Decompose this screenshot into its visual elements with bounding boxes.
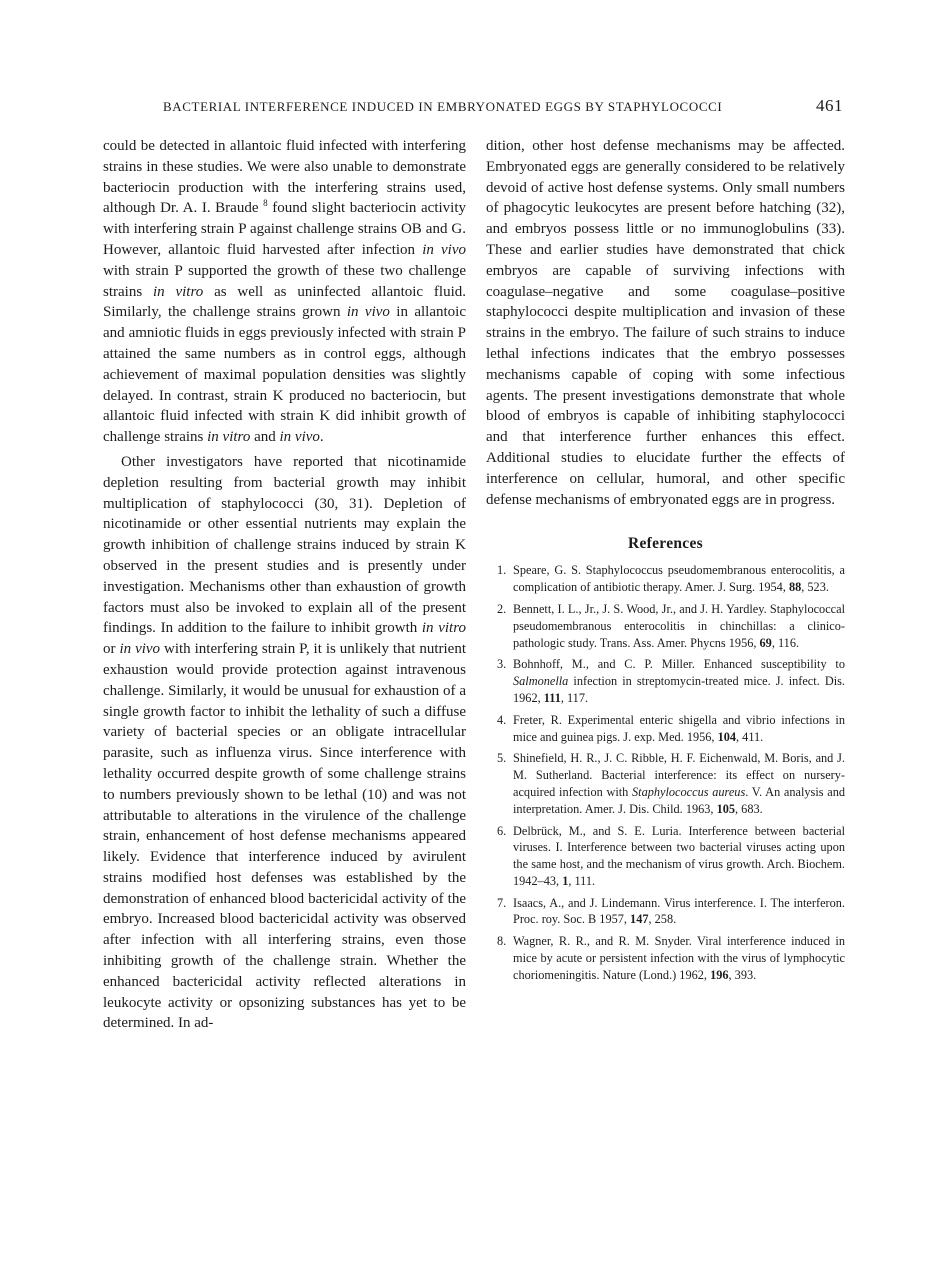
text-run: Speare, G. S. Staphylococcus pseudomembranous enterocolitis, a complication of antibiotic therapy. Amer. J. Surg. 1954, bbox=[513, 563, 845, 595]
reference-item bbox=[486, 823, 845, 890]
reference-number: 4. bbox=[497, 712, 507, 727]
text-run: Isaacs, A., and J. Lindemann. Virus interference. I. The interferon. Proc. roy. Soc. B 1957, bbox=[513, 895, 845, 927]
italic-text: in vivo bbox=[119, 641, 161, 658]
running-title: BACTERIAL INTERFERENCE INDUCED IN EMBRYONATED EGGS BY STAPHYLOCOCCI bbox=[163, 99, 723, 114]
italic-text: in vivo bbox=[346, 304, 390, 321]
reference-item bbox=[486, 933, 845, 983]
volume-number: 147 bbox=[630, 912, 649, 927]
text-run: and bbox=[250, 429, 280, 446]
reference-number: 5. bbox=[497, 751, 507, 766]
body-paragraph bbox=[103, 452, 466, 1034]
text-run: Delbrück, M., and S. E. Luria. Interference between bacterial viruses. I. Interference between two bacterial viruses acting upon the same host, and the mechanism of virus growth. Arch. Biochem. 1942–43, bbox=[513, 823, 845, 888]
italic-text: in vitro bbox=[152, 283, 204, 300]
italic-text: in vivo bbox=[279, 429, 320, 446]
text-run: Freter, R. Experimental enteric shigella and vibrio infections in mice and guinea pigs. J. exp. Med. 1956, bbox=[513, 712, 845, 744]
reference-text bbox=[513, 657, 845, 705]
reference-item bbox=[486, 601, 845, 651]
page-number: 461 bbox=[816, 96, 843, 115]
volume-number: 111 bbox=[543, 690, 561, 705]
reference-item bbox=[486, 712, 845, 746]
body-paragraph bbox=[486, 136, 845, 510]
text-run: could be detected in allantoic fluid infected with interfering strains in these studies. We were also unable to demonstrate bacteriocin production with the interfering strains used, although Dr. A. I. Braude bbox=[103, 138, 466, 217]
text-run: , 111. bbox=[568, 873, 596, 888]
reference-number: 7. bbox=[497, 895, 507, 910]
reference-item bbox=[486, 656, 845, 706]
references-heading: References bbox=[627, 535, 703, 553]
text-run: , 258. bbox=[648, 912, 677, 927]
text-run: , 683. bbox=[735, 801, 763, 816]
text-run: , 523. bbox=[801, 580, 829, 595]
text-run: Bohnhoff, M., and C. P. Miller. Enhanced susceptibility to bbox=[513, 657, 845, 672]
text-run: . bbox=[319, 429, 324, 446]
volume-number: 104 bbox=[717, 729, 737, 744]
reference-number: 1. bbox=[497, 563, 507, 578]
reference-number: 3. bbox=[497, 657, 507, 672]
text-run: Wagner, R. R., and R. M. Snyder. Viral interference induced in mice by acute or persistent infection with the virus of lymphocytic choriomeningitis. Nature (Lond.) 1962, bbox=[513, 934, 845, 982]
text-run: , 116. bbox=[771, 635, 800, 650]
reference-text bbox=[513, 824, 845, 888]
text-run: , 117. bbox=[560, 690, 589, 705]
volume-number: 69 bbox=[759, 635, 772, 650]
reference-text bbox=[513, 896, 845, 927]
reference-number: 6. bbox=[497, 823, 507, 838]
text-run: as well as uninfected allantoic fluid. Similarly, the challenge strains grown bbox=[103, 283, 466, 321]
text-run: , 411. bbox=[736, 729, 764, 744]
reference-item bbox=[486, 750, 845, 817]
reference-number: 2. bbox=[497, 601, 507, 616]
reference-text bbox=[513, 602, 845, 650]
text-run: dition, other host defense mechanisms may be affected. Embryonated eggs are generally considered to be relatively devoid of active host defense systems. Only small numbers of phagocytic leukocytes are present before hatching (32), and embryos possess little or no immunoglobulins (33). These and earlier studies have demonstrated that chick embryos are capable of surviving infections with coagulase–negative and some coagulase–positive staphylococci despite multiplication and invasion of these strains in the embryo. The failure of such strains to induce lethal infections indicates that the embryo possesses mechanisms capable of coping with some infectious agents. The present investigations demonstrate that whole blood of embryos is capable of inhibiting staphylococci and that interference further enhances this effect. Additional studies to elucidate further the effects of interference on cellular, humoral, and other specific defense mechanisms of embryonated eggs are in progress. bbox=[486, 138, 845, 508]
text-run: , 393. bbox=[728, 967, 757, 982]
text-run: Other investigators have reported that nicotinamide depletion resulting from bacterial growth may inhibit multiplication of staphylococci (30, 31). Depletion of nicotinamide or other essential nutrients may explain the growth inhibition of challenge strains induced by strain K observed in the present studies and is presently under investigation. Mechanisms other than exhaustion of growth factors must also be invoked to explain all of the present findings. In addition to the failure to inhibit growth bbox=[103, 453, 466, 637]
volume-number: 88 bbox=[788, 580, 802, 595]
text-run: in allantoic and amniotic fluids in eggs previously infected with strain P attained the same numbers as in control eggs, although achievement of maximal population densities was slightly delayed. In contrast, strain K produced no bacteriocin, but allantoic fluid infected with strain K did inhibit growth of challenge strains bbox=[103, 304, 467, 446]
reference-item bbox=[486, 562, 845, 596]
text-run: or bbox=[103, 641, 120, 658]
text-run: Bennett, I. L., Jr., J. S. Wood, Jr., and J. H. Yardley. Staphylococcal pseudomembranous enterocolitis in chinchillas: a clinico-pathologic study. Trans. Ass. Amer. Phycns 1956, bbox=[513, 601, 845, 650]
volume-number: 1 bbox=[562, 873, 569, 888]
left-column bbox=[103, 136, 466, 1034]
italic-text: in vitro bbox=[421, 620, 466, 637]
reference-text bbox=[513, 563, 845, 594]
reference-number: 8. bbox=[497, 934, 507, 949]
text-run: with interfering strain P, it is unlikely that nutrient exhaustion would provide protection against intravenous challenge. Similarly, it would be unusual for exhaustion of a single growth factor to inhibit the lethality of such a diffuse variety of bacterial species or an obligate intracellular parasite, such as influenza virus. Since interference with lethality occurred despite growth of some challenge strains to numbers previously shown to be lethal (10) and was not attributable to alterations in the virulence of the challenge strain, enhancement of host defense mechanisms appeared likely. Evidence that interference induced by avirulent strains modified host defenses was established by the demonstration of enhanced blood bactericidal activity of the embryo. Increased blood bactericidal activity was observed after infection with all interfering strains, even those inhibiting growth of the challenge strain. Whether the enhanced bactericidal activity reflected alterations in leukocyte activity or opsonizing substances has yet to be determined. In ad- bbox=[103, 641, 467, 1032]
reference-text bbox=[513, 934, 845, 982]
text-run: infection in streptomycin-treated mice. J. infect. Dis. 1962, bbox=[513, 674, 845, 705]
italic-text: in vivo bbox=[422, 241, 466, 258]
italic-text: in vitro bbox=[207, 429, 251, 446]
reference-item bbox=[486, 895, 845, 929]
right-column bbox=[486, 136, 845, 989]
reference-list bbox=[486, 562, 845, 983]
italic-text: Staphylococcus aureus bbox=[632, 784, 746, 799]
reference-text bbox=[513, 713, 845, 744]
reference-text bbox=[513, 751, 845, 815]
volume-number: 196 bbox=[710, 967, 729, 982]
text-run: . V. An analysis and interpretation. Amer. J. Dis. Child. 1963, bbox=[513, 784, 845, 816]
text-run: with strain P supported the growth of these two challenge strains bbox=[103, 262, 466, 300]
text-run: Shinefield, H. R., J. C. Ribble, H. F. Eichenwald, M. Boris, and J. M. Sutherland. Bacterial interference: its effect on nursery-acquired infection with bbox=[513, 751, 845, 799]
italic-text: Salmonella bbox=[513, 674, 569, 689]
text-run: found slight bacteriocin activity with interfering strain P against challenge strains OB and G. However, allantoic fluid harvested after infection bbox=[103, 200, 466, 258]
footnote-marker: 8 bbox=[263, 198, 268, 209]
body-paragraph bbox=[103, 136, 466, 448]
volume-number: 105 bbox=[716, 801, 736, 816]
